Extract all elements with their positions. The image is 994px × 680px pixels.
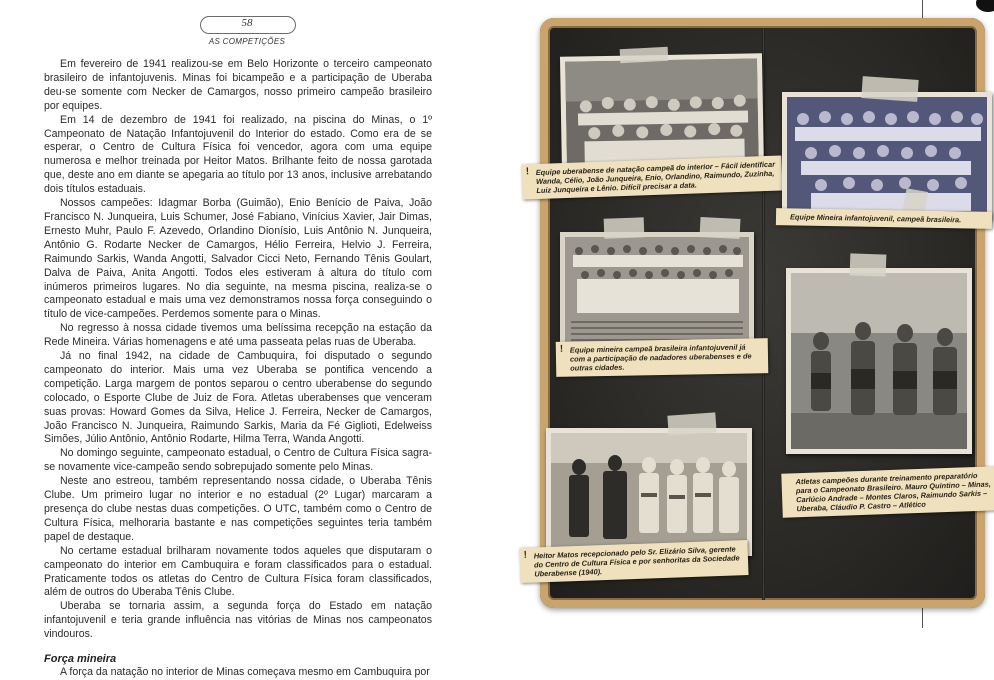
paragraph: No domingo seguinte, campeonato estadual, o Centro de Cultura Física sagra-se novamente vice-campeão sendo sobrepujado somente pelo Minas. [44, 447, 432, 474]
photo-team-mineira [782, 92, 992, 220]
paragraph: Nossos campeões: Idagmar Borba (Guimão), Enio Benício de Paiva, João Francisco N. Junqueira, Luis Schumer, José Fabiano, Vinícius Xavier, Jair Dimas, Ernesto Muhr, Paulo F. Azevedo, Orlandino Dionísio, Luis Antônio N. Junqueira, Antônio G. Rodarte Necker de Camargos, Hélio Ferreira, Helvio J. Ferreira, Raimundo Sarkis, Wanda Angotti, Salvador Cicci Neto, Fernando Tênis Goulart, Dalva de Paiva, Anita Angotti. Todos eles estiveram à altura do título com inúmeros primeiros lugares. No dia seguinte, na mesma piscina, realiza-se o campeonato estadual e mais uma vez demonstramos nossa força conseguindo o título de vice-campeões. Perdemos somente para o Minas. [44, 197, 432, 321]
photo-swimmers [786, 268, 972, 454]
photo-image [551, 433, 747, 551]
photo-newspaper-clipping [560, 232, 754, 354]
caption-text: Equipe Mineira infantojuvenil, campeã brasileira. [789, 212, 962, 225]
tape [667, 412, 716, 435]
caption-text: Equipe uberabense de natação campeã do interior – Fácil identificar Wanda, Célio, João Junqueira, Enio, Orlandino, Raimundo, Zuzinha, Luiz Junqueira e Lênio. Difícil precisar a data. [535, 159, 776, 196]
paragraph: Uberaba se tornaria assim, a segunda força do Estado em natação infantojuvenil e teria grande influência nas vitórias de Minas nos campeonatos vindouros. [44, 600, 432, 641]
photo-image [787, 97, 987, 215]
caption-text: Atletas campeões durante treinamento preparatório para o Campeonato Brasileiro. Mauro Quintino – Minas, Carlúcio Andrade – Montes Claros, Raimundo Sarkis – Uberaba, Cláudio P. Castro – Atlético [795, 470, 992, 514]
photo-heitor-matos [546, 428, 752, 556]
paragraph: Já no final 1942, na cidade de Cambuquira, foi disputado o segundo campeonato do interior. Mais uma vez Uberaba se pontifica vencendo a competição. Larga margem de pontos separou o centro uberabense do segundo colocado, o Esporte Clube de Juiz de Fora. Atletas uberabenses que venceram suas provas: Howard Gomes da Silva, Helice J. Ferreira, Necker de Camargos, João Francisco N. Junqueira, Raimundo Sarkis, Maria da Fé Giglioti, Edelweiss Simões, Júlio Antônio, Antônio Rodarte, Hilma Terra, Wanda Angotti. [44, 350, 432, 446]
photo-image [565, 237, 749, 349]
tape [850, 253, 887, 276]
exclamation-icon: ! [559, 343, 564, 355]
photo-image [565, 58, 759, 171]
caption-label [781, 466, 994, 518]
paragraph: Neste ano estreou, também representando nossa cidade, o Uberaba Tênis Clube. Um primeiro lugar no interior e no estadual (2º Lugar) marcaram a presença do clube nestas duas competições. O UTC, também como o Centro de Cultura Física, melhoraria bastante e nas competições seguintes teria também papel de destaque. [44, 475, 432, 543]
paragraph: A força da natação no interior de Minas começava mesmo em Cambuquira por [60, 666, 430, 679]
subheading: Força mineira [44, 653, 117, 666]
body-text [44, 58, 432, 680]
tape [861, 76, 918, 102]
page-number: 58 [241, 17, 253, 29]
tape [604, 217, 645, 238]
caption-text: Heitor Matos recepcionado pelo Sr. Elizário Silva, gerente do Centro de Cultura Física e por senhoritas da Sociedade Uberabense (1940). [533, 544, 740, 579]
exclamation-icon: ! [523, 549, 528, 561]
section-title: AS COMPETIÇÕES [208, 37, 286, 46]
photo-image [791, 273, 967, 449]
paragraph: No regresso à nossa cidade tivemos uma belíssima recepção na estação da Rede Mineira. Várias homenagens e até uma passeata pelas ruas de Uberaba. [44, 322, 432, 349]
paragraph: No certame estadual brilharam novamente todos aqueles que disputaram o campeonato do interior em Cambuquira e foram classificados para o estadual. Praticamente todos os atletas do Centro de Cultura Física foram classificados, além de outros do Uberaba Tênis Clube. [44, 544, 432, 599]
caption-label [556, 338, 769, 377]
exclamation-icon: ! [525, 166, 530, 178]
page-header [196, 14, 298, 48]
paragraph: Em 14 de dezembro de 1941 foi realizado, na piscina do Minas, o 1º Campeonato de Natação Infantojuvenil do Interior do estado. Como era de se esperar, o Centro de Cultura Física foi vencedor, agora com uma equipe numerosa e melhor treinada por Heitor Matos. Brilhante feito de nossa garotada que, deste ano em diante se apegaria ao título por 13 anos, inclusive arrebatando dois títulos estaduais. [44, 113, 432, 196]
caption-text: Equipe mineira campeã brasileira infantojuvenil já com a participação de nadadores uberabenses e de outras cidades. [569, 342, 752, 373]
tape [620, 47, 669, 63]
paragraph: Em fevereiro de 1941 realizou-se em Belo Horizonte o terceiro campeonato brasileiro de infantojuvenis. Minas foi bicampeão e a participação de Uberaba deu-se somente com Necker de Camargos, nosso primeiro campeão brasileiro por equipes. [44, 58, 432, 112]
tape [700, 217, 741, 239]
left-page [0, 0, 497, 679]
